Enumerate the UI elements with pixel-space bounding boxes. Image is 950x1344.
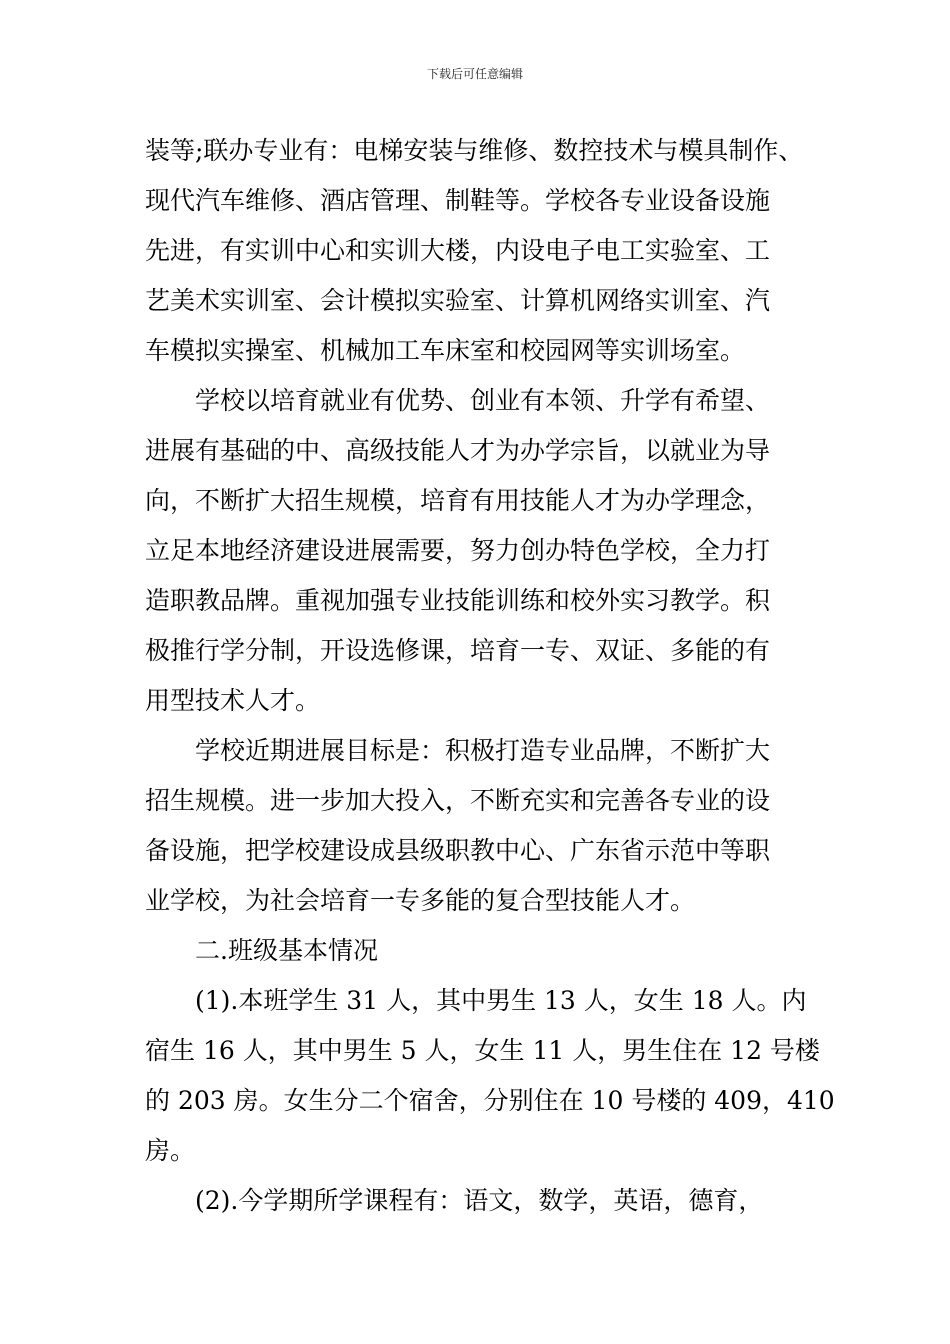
text-line: 极推行学分制，开设选修课，培育一专、双证、多能的有 bbox=[145, 636, 771, 665]
document-body bbox=[145, 126, 835, 1226]
text-line: 业学校，为社会培育一专多能的复合型技能人才。 bbox=[145, 886, 696, 915]
text-line: 造职教品牌。重视加强专业技能训练和校外实习教学。积 bbox=[145, 586, 771, 615]
text-line: 备设施，把学校建设成县级职教中心、广东省示范中等职 bbox=[145, 836, 771, 865]
text-line: 艺美术实训室、会计模拟实验室、计算机网络实训室、汽 bbox=[145, 286, 771, 315]
paragraph-start-line: 学校近期进展目标是：积极打造专业品牌，不断扩大 bbox=[195, 736, 771, 765]
text-line: 现代汽车维修、酒店管理、制鞋等。学校各专业设备设施 bbox=[145, 186, 771, 215]
section-heading: 二.班级基本情况 bbox=[195, 936, 378, 965]
text-line: 进展有基础的中、高级技能人才为办学宗旨，以就业为导 bbox=[145, 436, 771, 465]
text-line: 房。 bbox=[145, 1136, 196, 1165]
text-line: 向，不断扩大招生规模，培育有用技能人才为办学理念， bbox=[145, 486, 771, 515]
paragraph-start-line: (2).今学期所学课程有：语文，数学，英语，德育， bbox=[195, 1186, 764, 1215]
text-line: 宿生 16 人，其中男生 5 人，女生 11 人，男生住在 12 号楼 bbox=[145, 1036, 820, 1065]
paragraph-start-line: (1).本班学生 31 人，其中男生 13 人，女生 18 人。内 bbox=[195, 986, 807, 1015]
text-line: 先进，有实训中心和实训大楼，内设电子电工实验室、工 bbox=[145, 236, 771, 265]
page-header: 下载后可任意编辑 bbox=[426, 67, 523, 81]
text-line: 立足本地经济建设进展需要，努力创办特色学校，全力打 bbox=[145, 536, 771, 565]
text-line: 装等;联办专业有：电梯安装与维修、数控技术与模具制作、 bbox=[145, 136, 804, 165]
text-line: 的 203 房。女生分二个宿舍，分别住在 10 号楼的 409，410 bbox=[145, 1086, 835, 1115]
text-line: 车模拟实操室、机械加工车床室和校园网等实训场室。 bbox=[145, 336, 746, 365]
paragraph-start-line: 学校以培育就业有优势、创业有本领、升学有希望、 bbox=[195, 386, 771, 415]
text-line: 用型技术人才。 bbox=[145, 686, 321, 715]
text-line: 招生规模。进一步加大投入，不断充实和完善各专业的设 bbox=[145, 786, 771, 815]
